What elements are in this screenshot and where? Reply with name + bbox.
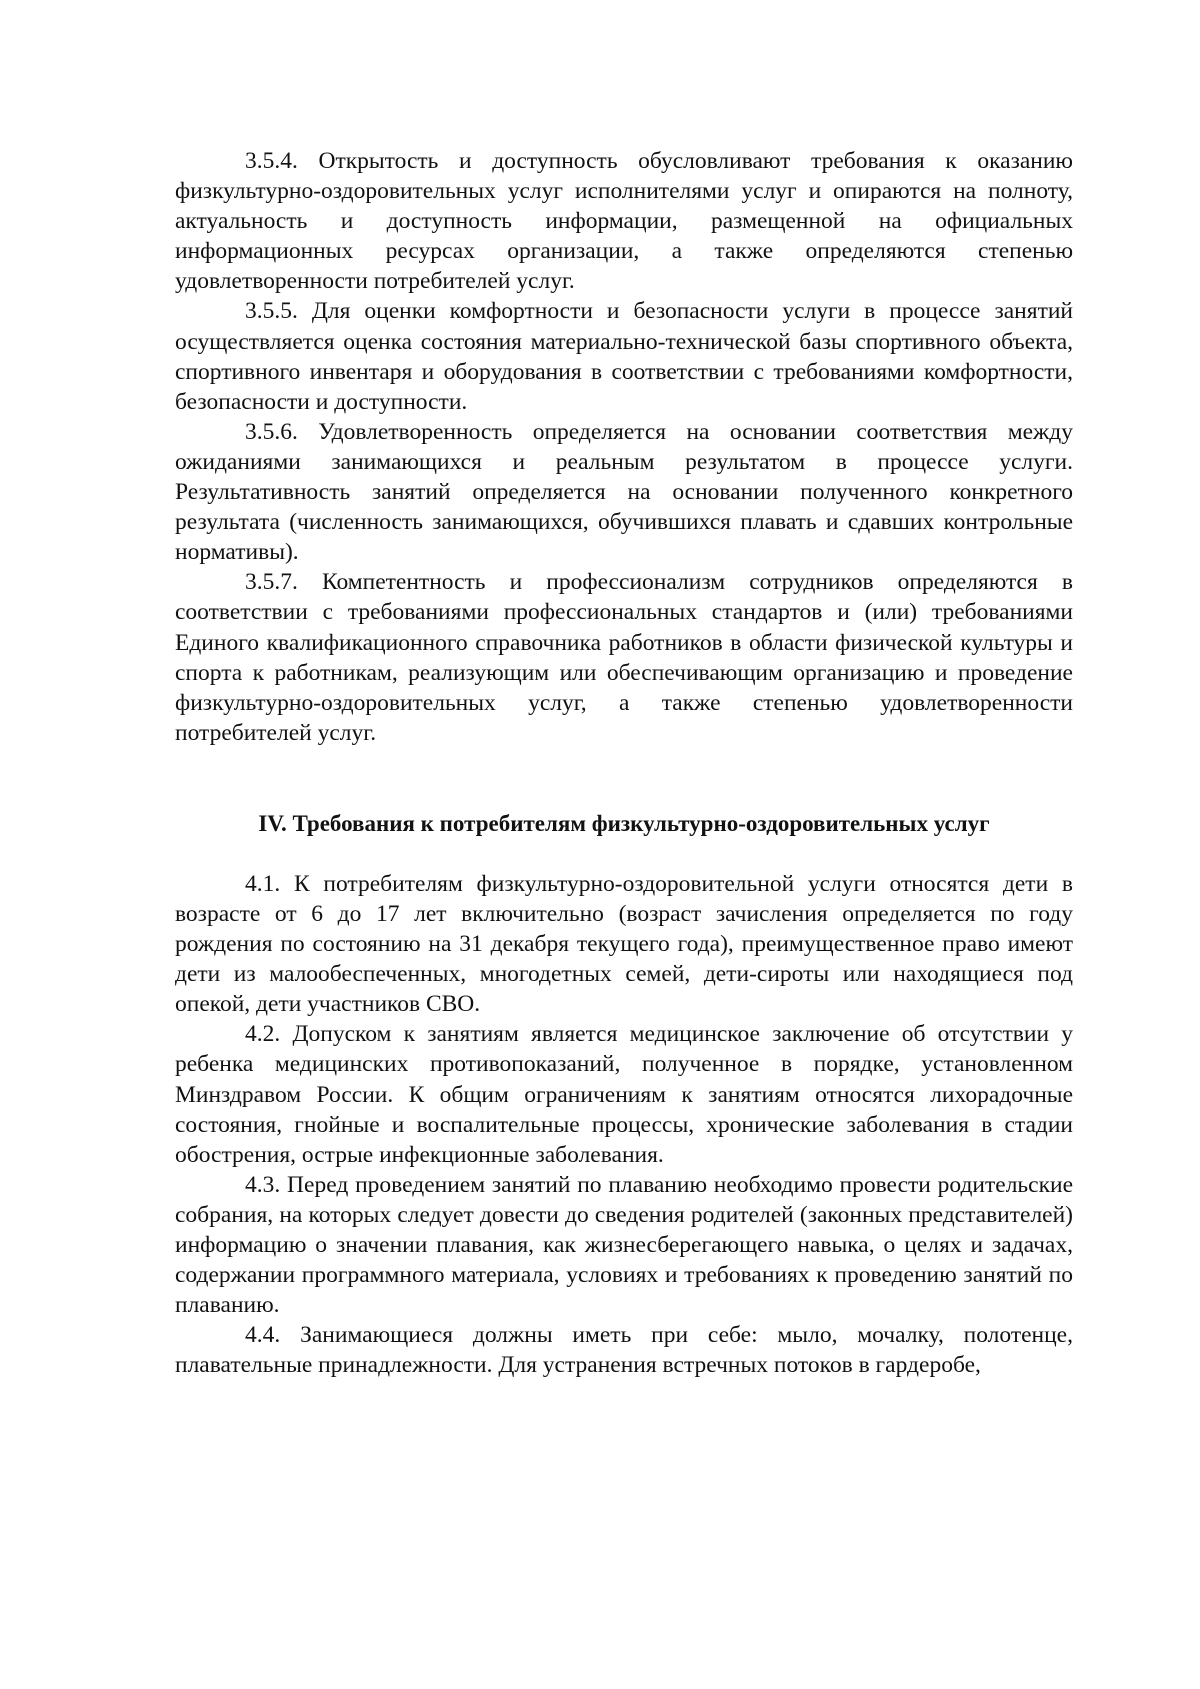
section-spacer	[175, 748, 1073, 809]
paragraph-3-5-6: 3.5.6. Удовлетворенность определяется на основании соответствия между ожиданиями занимающихся и реальным результатом в процессе услуги. Результативность занятий определяется на основании полученного конкретного результата (численность занимающихся, обучившихся плавать и сдавших контрольные нормативы).	[175, 418, 1073, 566]
paragraph-4-4: 4.4. Занимающиеся должны иметь при себе: мыло, мочалку, полотенце, плавательные принадлежности. Для устранения встречных потоков в гардеробе,	[175, 1322, 1073, 1379]
paragraph-3-5-5: 3.5.5. Для оценки комфортности и безопасности услуги в процессе занятий осуществляется оценка состояния материально-технической базы спортивного объекта, спортивного инвентаря и оборудования в соответствии с требованиями комфортности, безопасности и доступности.	[175, 298, 1073, 415]
section-heading-iv: IV. Требования к потребителям физкультурно-оздоровительных услуг	[258, 810, 990, 836]
paragraph-4-3: 4.3. Перед проведением занятий по плаванию необходимо провести родительские собрания, на которых следует довести до сведения родителей (законных представителей) информацию о значении плавания, как жизнесберегающего навыка, о целях и задачах, содержании программного материала, условиях и требованиях к проведению занятий по плаванию.	[175, 1171, 1073, 1319]
document-page	[175, 146, 1073, 1380]
paragraph-3-5-4: 3.5.4. Открытость и доступность обусловливают требования к оказанию физкультурно-оздоровительных услуг исполнителями услуг и опираются на полноту, актуальность и доступность информации, размещенной на официальных информационных ресурсах организации, а также определяются степенью удовлетворенности потребителей услуг.	[175, 148, 1073, 295]
paragraph-4-1: 4.1. К потребителям физкультурно-оздоровительной услуги относятся дети в возрасте от 6 до 17 лет включительно (возраст зачисления определяется по году рождения по состоянию на 31 декабря текущего года), преимущественное право имеют дети из малообеспеченных, многодетных семей, дети-сироты или находящиеся под опекой, дети участников СВО.	[175, 870, 1073, 1018]
paragraph-3-5-7: 3.5.7. Компетентность и профессионализм сотрудников определяются в соответствии с требованиями профессиональных стандартов и (или) требованиями Единого квалификационного справочника работников в области физической культуры и спорта к работникам, реализующим или обеспечивающим организацию и проведение физкультурно-оздоровительных услуг, а также степенью удовлетворенности потребителей услуг.	[175, 569, 1073, 746]
section-spacer	[175, 839, 1073, 869]
paragraph-4-2: 4.2. Допуском к занятиям является медицинское заключение об отсутствии у ребенка медицинских противопоказаний, полученное в порядке, установленном Минздравом России. К общим ограничениям к занятиям относятся лихорадочные состояния, гнойные и воспалительные процессы, хронические заболевания в стадии обострения, острые инфекционные заболевания.	[175, 1021, 1073, 1168]
